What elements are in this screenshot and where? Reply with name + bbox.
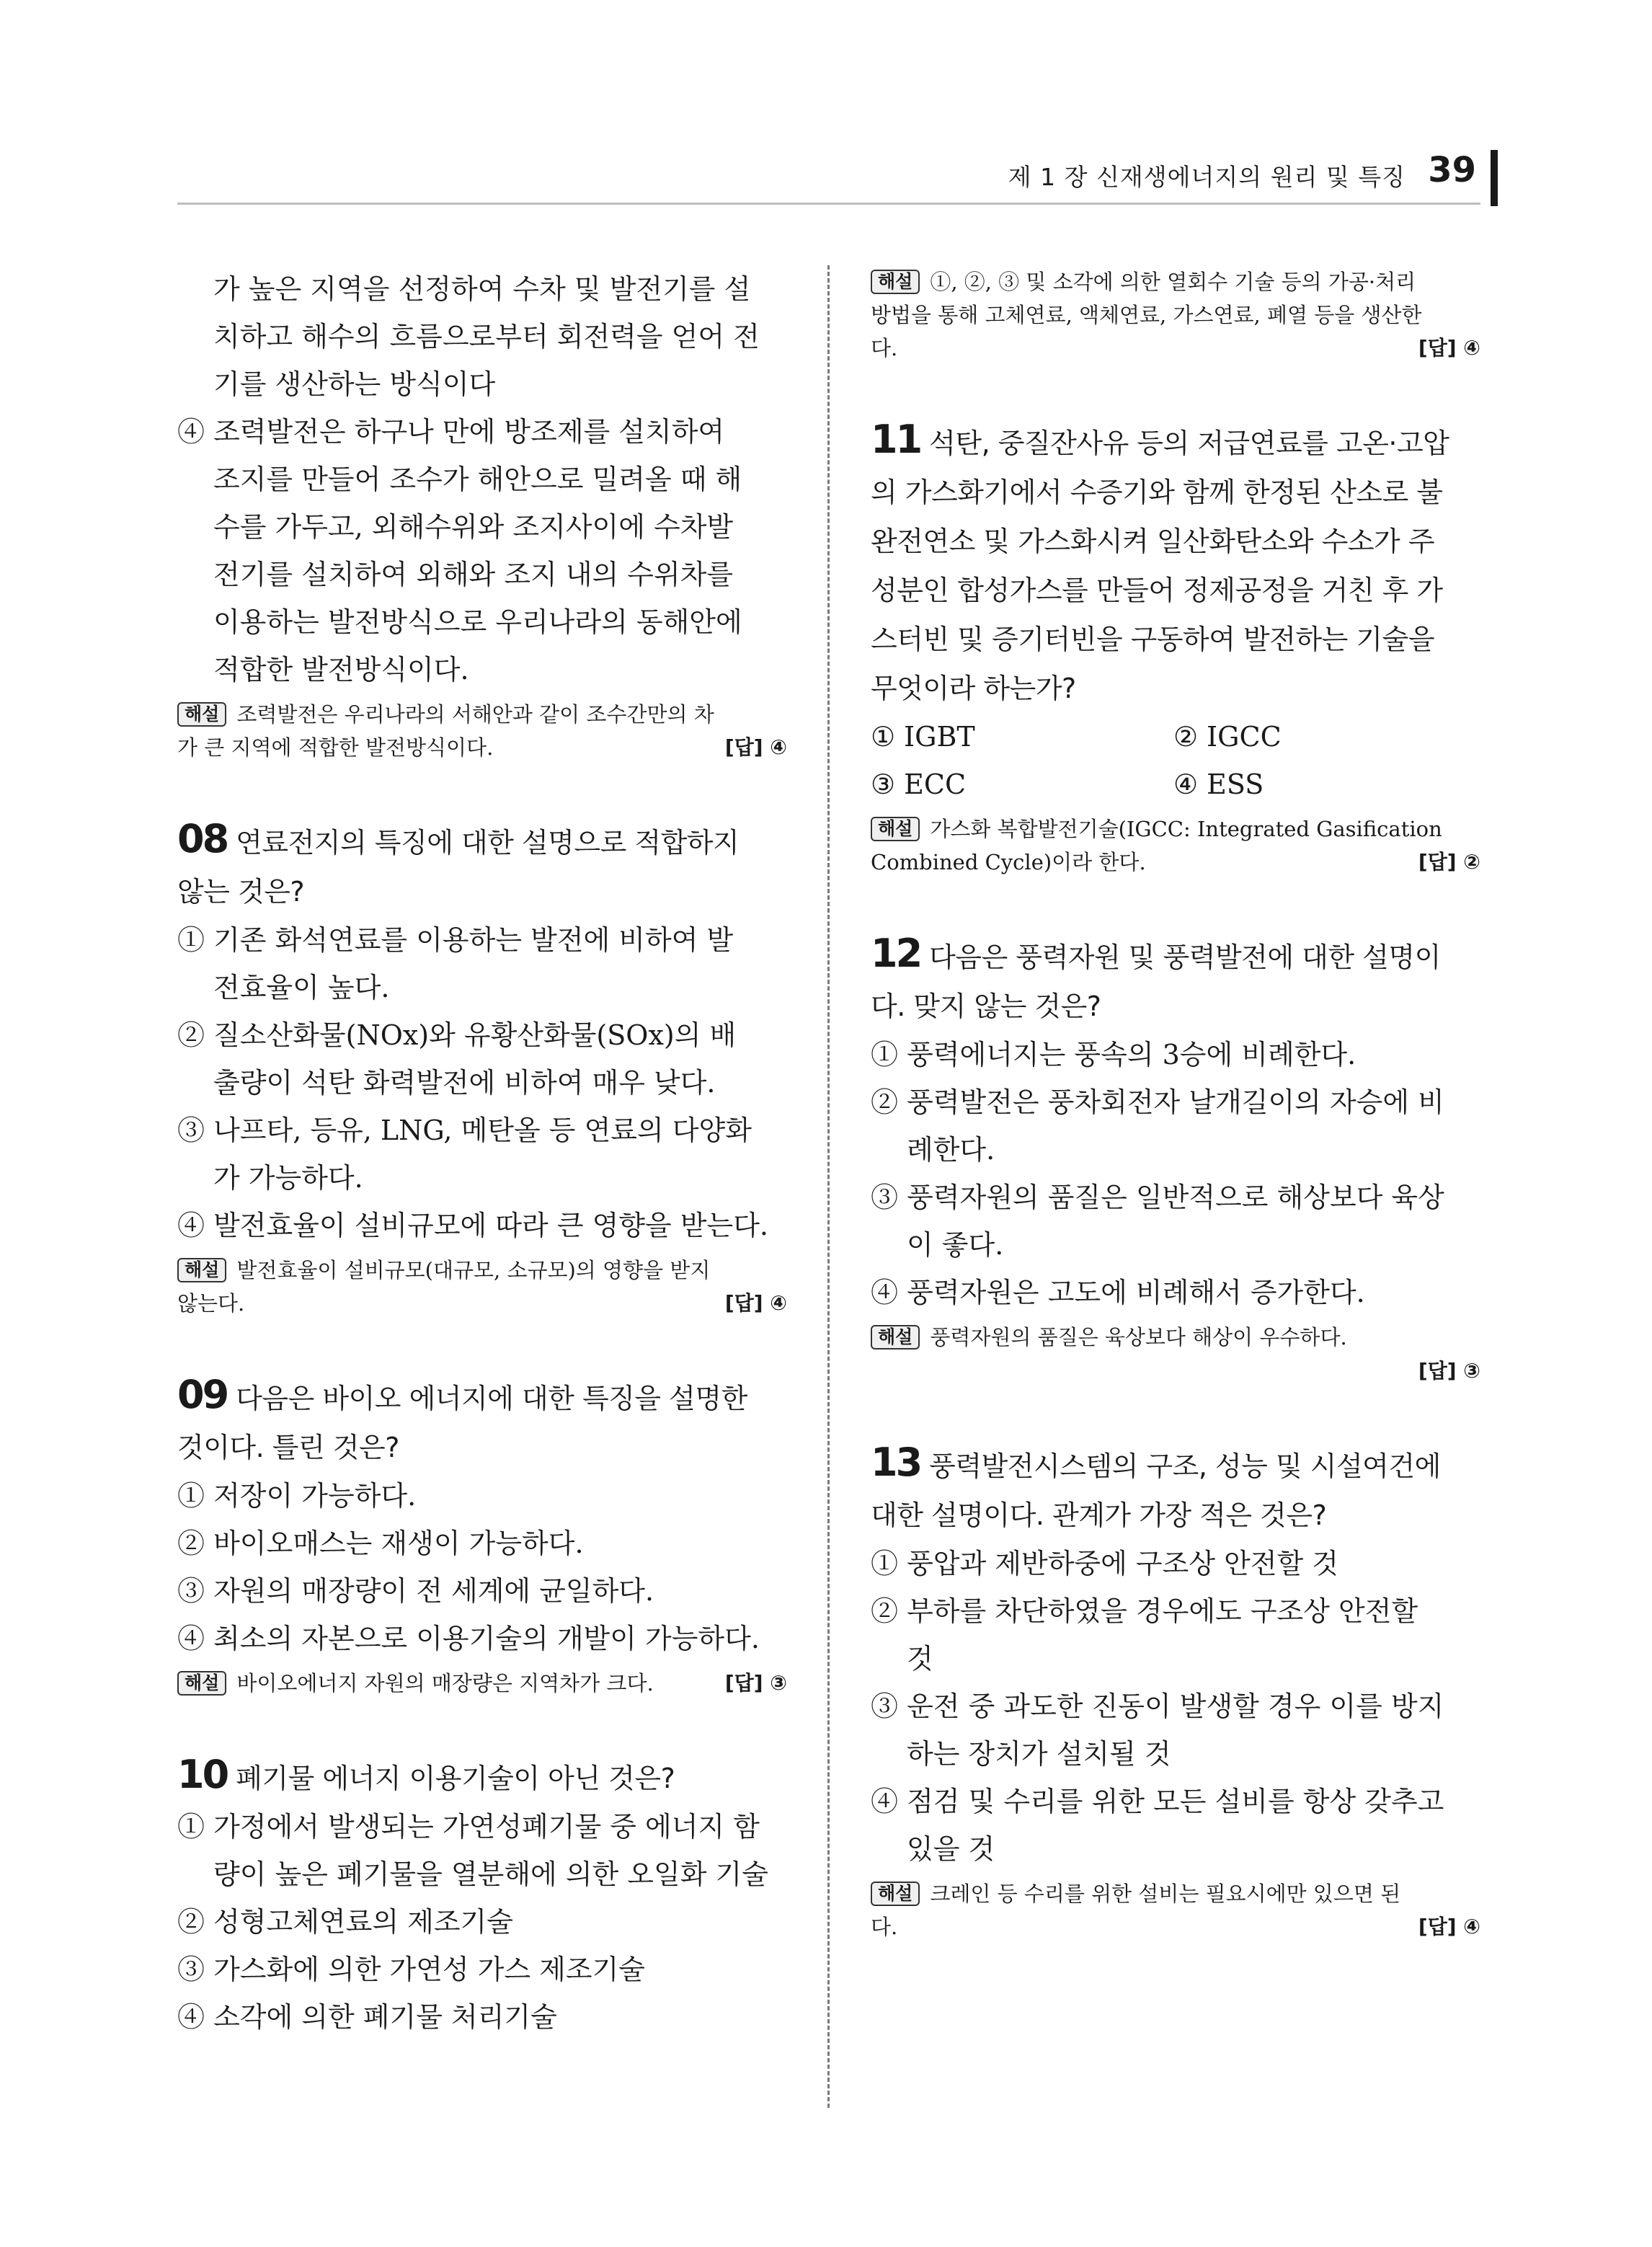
explanation bbox=[871, 1877, 1480, 1944]
choice-2: ② 바이오매스는 재생이 가능하다. bbox=[177, 1528, 584, 1559]
choice-3: ③ 자원의 매장량이 전 세계에 균일하다. bbox=[177, 1575, 654, 1607]
question-13 bbox=[871, 1438, 1480, 1944]
answer-label: [답] ④ bbox=[724, 1291, 787, 1315]
explanation bbox=[177, 1667, 787, 1700]
explanation bbox=[177, 1254, 787, 1320]
explanation-tag: 해설 bbox=[177, 1671, 226, 1696]
question-title-cont: 다. 맞지 않는 것은? bbox=[871, 990, 1101, 1022]
choice-row bbox=[871, 713, 1480, 761]
right-column bbox=[871, 265, 1480, 1944]
question-number: 13 bbox=[871, 1440, 921, 1485]
choice-2: ② 부하를 차단하였을 경우에도 구조상 안전할 bbox=[871, 1595, 1418, 1627]
explanation-text: 가 큰 지역에 적합한 발전방식이다. bbox=[177, 735, 494, 760]
choice-2-cont: 것 bbox=[907, 1643, 933, 1675]
explanation-text: ①, ②, ③ 및 소각에 의한 열회수 기술 등의 가공·처리 bbox=[930, 270, 1416, 294]
question-title: 10 폐기물 에너지 이용기술이 아닌 것은? bbox=[177, 1752, 675, 1797]
question-title-cont: 않는 것은? bbox=[177, 876, 305, 908]
question-title: 13 풍력발전시스템의 구조, 성능 및 시설여건에 bbox=[871, 1440, 1441, 1485]
question-number: 11 bbox=[871, 417, 921, 462]
choice-row bbox=[871, 761, 1480, 808]
chapter-title: 제 1 장 신재생에너지의 원리 및 특징 bbox=[1008, 163, 1405, 191]
choice-4: ④ 소각에 의한 폐기물 처리기술 bbox=[177, 2001, 557, 2033]
explanation-text: 크레인 등 수리를 위한 설비는 필요시에만 있으면 된 bbox=[930, 1882, 1401, 1906]
choice-2-cont: 출량이 석탄 화력발전에 비하여 매우 낮다. bbox=[213, 1067, 716, 1099]
choice-2-cont: 례한다. bbox=[907, 1134, 995, 1166]
choice-3-cont: 이 좋다. bbox=[907, 1229, 1004, 1261]
choice-1-cont: 전효율이 높다. bbox=[213, 972, 390, 1003]
text-line: 이용하는 발전방식으로 우리나라의 동해안에 bbox=[213, 606, 742, 638]
explanation-tag: 해설 bbox=[871, 817, 920, 841]
explanation-text: Combined Cycle)이라 한다. bbox=[871, 850, 1146, 874]
choice-4: ④ 풍력자원은 고도에 비례해서 증가한다. bbox=[871, 1277, 1365, 1308]
choice-1: ① 풍압과 제반하중에 구조상 안전할 것 bbox=[871, 1548, 1339, 1579]
explanation-tag: 해설 bbox=[871, 1882, 920, 1906]
question-title-cont: 성분인 합성가스를 만들어 정제공정을 거친 후 가 bbox=[871, 575, 1443, 606]
explanation-tag: 해설 bbox=[177, 1258, 226, 1282]
explanation-tag: 해설 bbox=[871, 1325, 920, 1349]
question-title: 08 연료전지의 특징에 대한 설명으로 적합하지 bbox=[177, 816, 740, 861]
explanation bbox=[177, 698, 787, 764]
explanation-question-10 bbox=[871, 265, 1480, 365]
question-08 bbox=[177, 815, 787, 1320]
left-column bbox=[177, 265, 787, 2041]
question-10 bbox=[177, 1750, 787, 2041]
choice-3: ③ 풍력자원의 품질은 일반적으로 해상보다 육상 bbox=[871, 1182, 1444, 1213]
choice-3: ③ 나프타, 등유, LNG, 메탄올 등 연료의 다양화 bbox=[177, 1114, 752, 1146]
explanation bbox=[871, 1321, 1480, 1388]
explanation-text: 풍력자원의 품질은 육상보다 해상이 우수하다. bbox=[930, 1325, 1347, 1349]
question-title: 12 다음은 풍력자원 및 풍력발전에 대한 설명이 bbox=[871, 931, 1441, 976]
choice-4: ④ 조력발전은 하구나 만에 방조제를 설치하여 bbox=[177, 416, 725, 448]
text-line: 수를 가두고, 외해수위와 조지사이에 수차발 bbox=[213, 511, 734, 543]
choice-4: ④ ESS bbox=[1173, 768, 1264, 800]
explanation-text: 발전효율이 설비규모(대규모, 소규모)의 영향을 받지 bbox=[236, 1258, 711, 1282]
choice-4-cont: 있을 것 bbox=[907, 1833, 995, 1865]
text-line: 치하고 해수의 흐름으로부터 회전력을 얻어 전 bbox=[213, 321, 760, 353]
question-title: 11 석탄, 중질잔사유 등의 저급연료를 고온·고압 bbox=[871, 417, 1449, 462]
choice-2: ② IGCC bbox=[1173, 721, 1282, 753]
choice-3: ③ 운전 중 과도한 진동이 발생할 경우 이를 방지 bbox=[871, 1690, 1444, 1722]
choice-4: ④ 점검 및 수리를 위한 모든 설비를 항상 갖추고 bbox=[871, 1786, 1444, 1817]
text-line: 적합한 발전방식이다. bbox=[213, 654, 469, 686]
question-title: 09 다음은 바이오 에너지에 대한 특징을 설명한 bbox=[177, 1372, 747, 1417]
page-number: 39 bbox=[1428, 150, 1476, 190]
explanation-text: 가스화 복합발전기술(IGCC: Integrated Gasification bbox=[930, 817, 1442, 841]
question-number: 12 bbox=[871, 931, 921, 976]
choice-2: ② 질소산화물(NOx)와 유황산화물(SOx)의 배 bbox=[177, 1019, 737, 1051]
question-title-cont: 완전연소 및 가스화시켜 일산화탄소와 수소가 주 bbox=[871, 526, 1435, 557]
page-header bbox=[930, 150, 1498, 206]
text-line: 조지를 만들어 조수가 해안으로 밀려올 때 해 bbox=[213, 464, 742, 495]
header-rule bbox=[177, 203, 1480, 205]
question-09 bbox=[177, 1370, 787, 1700]
question-title-cont: 것이다. 틀린 것은? bbox=[177, 1432, 399, 1463]
answer-label: [답] ③ bbox=[1418, 1359, 1480, 1383]
question-title-cont: 의 가스화기에서 수증기와 함께 한정된 산소로 불 bbox=[871, 477, 1443, 508]
explanation-text: 않는다. bbox=[177, 1291, 245, 1316]
question-number: 08 bbox=[177, 816, 228, 861]
question-title-cont: 무엇이라 하는가? bbox=[871, 673, 1076, 704]
answer-label: [답] ④ bbox=[1418, 1915, 1480, 1938]
answer-label: [답] ③ bbox=[724, 1671, 787, 1695]
choice-1: ① 풍력에너지는 풍속의 3승에 비례한다. bbox=[871, 1039, 1356, 1071]
question-number: 10 bbox=[177, 1752, 228, 1797]
explanation-text: 바이오에너지 자원의 매장량은 지역차가 크다. bbox=[236, 1671, 654, 1696]
choice-4: ④ 발전효율이 설비규모에 따라 큰 영향을 받는다. bbox=[177, 1210, 769, 1241]
answer-label: [답] ② bbox=[1418, 850, 1480, 874]
choice-1: ① 기존 화석연료를 이용하는 발전에 비하여 발 bbox=[177, 924, 734, 956]
choice-1: ① 저장이 가능하다. bbox=[177, 1480, 417, 1512]
question-number: 09 bbox=[177, 1372, 228, 1417]
explanation-text: 다. bbox=[871, 1915, 898, 1939]
choice-3-cont: 가 가능하다. bbox=[213, 1162, 363, 1194]
continued-question-07 bbox=[177, 265, 787, 764]
question-11 bbox=[871, 415, 1480, 879]
text-line: 전기를 설치하여 외해와 조지 내의 수위차를 bbox=[213, 559, 734, 590]
explanation-text: 조력발전은 우리나라의 서해안과 같이 조수간만의 차 bbox=[236, 702, 714, 727]
explanation-text: 다. bbox=[871, 336, 898, 360]
answer-label: [답] ④ bbox=[724, 735, 787, 759]
text-line: 기를 생산하는 방식이다 bbox=[213, 368, 496, 400]
question-title-cont: 스터빈 및 증기터빈을 구동하여 발전하는 기술을 bbox=[871, 624, 1435, 655]
explanation-text: 방법을 통해 고체연료, 액체연료, 가스연료, 폐열 등을 생산한 bbox=[871, 303, 1422, 327]
choice-3: ③ 가스화에 의한 가연성 가스 제조기술 bbox=[177, 1954, 646, 1985]
header-bar bbox=[1491, 150, 1498, 206]
choice-3: ③ ECC bbox=[871, 768, 967, 800]
choice-1-cont: 량이 높은 폐기물을 열분해에 의한 오일화 기술 bbox=[213, 1858, 768, 1890]
explanation-tag: 해설 bbox=[871, 270, 920, 294]
explanation bbox=[871, 812, 1480, 879]
question-12 bbox=[871, 929, 1480, 1388]
choice-4: ④ 최소의 자본으로 이용기술의 개발이 가능하다. bbox=[177, 1623, 760, 1654]
choice-2: ② 풍력발전은 풍차회전자 날개길이의 자승에 비 bbox=[871, 1086, 1444, 1118]
explanation-tag: 해설 bbox=[177, 702, 226, 727]
choice-3-cont: 하는 장치가 설치될 것 bbox=[907, 1738, 1171, 1770]
choice-1: ① 가정에서 발생되는 가연성폐기물 중 에너지 함 bbox=[177, 1811, 760, 1843]
column-divider bbox=[827, 265, 830, 2108]
text-line: 가 높은 지역을 선정하여 수차 및 발전기를 설 bbox=[213, 273, 751, 305]
choice-1: ① IGBT bbox=[871, 721, 975, 753]
choice-2: ② 성형고체연료의 제조기술 bbox=[177, 1906, 513, 1938]
answer-label: [답] ④ bbox=[1418, 336, 1480, 360]
question-title-cont: 대한 설명이다. 관계가 가장 적은 것은? bbox=[871, 1499, 1327, 1531]
